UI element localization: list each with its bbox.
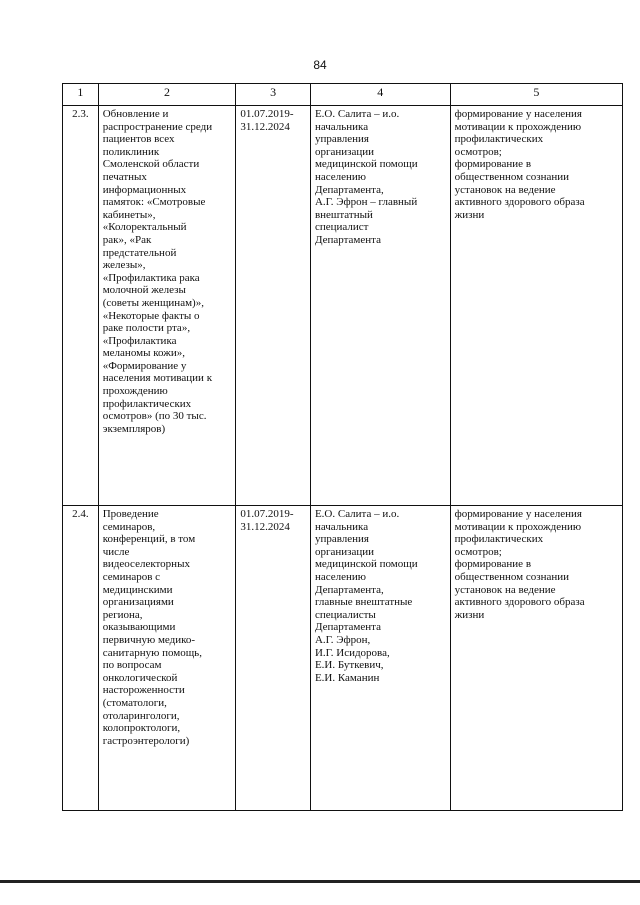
cell-text-line: организациями	[102, 596, 174, 609]
cell-text-line: экземпляров)	[102, 422, 166, 435]
activities-table	[62, 83, 623, 811]
cell-text-line: «Профилактика рака	[102, 271, 200, 284]
cell-text-line: оказывающими	[102, 621, 176, 634]
cell-text-line: настороженности	[102, 684, 185, 697]
cell-text-line: 31.12.2024	[240, 120, 290, 133]
cell-text-line: медицинскими	[102, 583, 173, 596]
cell-text-line: отоларингологи,	[102, 709, 180, 722]
cell-text-line: формирование в	[454, 558, 532, 571]
cell-text-line: поликлиник	[102, 145, 160, 158]
cell-text-line: населению	[314, 570, 366, 583]
activity-cell	[98, 506, 236, 811]
cell-text-line: конференций, в том	[102, 533, 196, 546]
cell-text-line: А.Г. Эфрон – главный	[314, 196, 418, 209]
cell-text-line: Обновление и	[102, 108, 169, 120]
cell-text-line: профилактических	[454, 533, 544, 546]
cell-text-line: пациентов всех	[102, 133, 175, 146]
cell-text-line: специалист	[314, 221, 369, 234]
cell-text-line: видеоселекторных	[102, 558, 190, 571]
cell-text-line: «Профилактика	[102, 334, 177, 347]
cell-text-line: общественном сознании	[454, 570, 570, 583]
cell-text-line: распространение среди	[102, 120, 213, 133]
cell-text-line: Департамента	[314, 233, 381, 246]
cell-text-line: колопроктологи,	[102, 722, 181, 735]
column-header-3: 3	[236, 84, 311, 106]
cell-text-line: гастроэнтерологи)	[102, 734, 190, 747]
cell-text-line: установок на ведение	[454, 183, 556, 196]
cell-text-line: Смоленской области	[102, 158, 200, 171]
cell-text-line: населения мотивации к	[102, 372, 213, 385]
table-row	[63, 506, 623, 811]
cell-text-line: жизни	[454, 208, 485, 221]
cell-text-line: памяток: «Смотровые	[102, 196, 206, 209]
cell-text-line: общественном сознании	[454, 170, 570, 183]
cell-text-line: «Некоторые факты о	[102, 309, 200, 322]
cell-text-line: рак», «Рак	[102, 233, 152, 246]
cell-text-line: внештатный	[314, 208, 373, 221]
cell-text-line: Проведение	[102, 508, 159, 520]
cell-text-line: семинаров с	[102, 570, 161, 583]
cell-text-line: формирование у населения	[454, 108, 582, 120]
column-header-2: 2	[98, 84, 236, 106]
result-cell	[450, 506, 622, 811]
result-cell	[450, 106, 622, 506]
period-cell	[236, 506, 311, 811]
cell-text-line: формирование у населения	[454, 508, 582, 520]
cell-text-line: 31.12.2024	[240, 520, 290, 533]
cell-text-line: первичную медико-	[102, 633, 196, 646]
cell-text-line: прохождению	[102, 385, 168, 398]
cell-text-line: специалисты	[314, 608, 376, 621]
cell-text-line: главные внештатные	[314, 596, 413, 609]
cell-text-line: Е.О. Салита – и.о.	[314, 508, 400, 520]
cell-text-line: молочной железы	[102, 284, 186, 297]
cell-text-line: населению	[314, 170, 366, 183]
table-header-row	[63, 84, 623, 106]
cell-text-line: И.Г. Исидорова,	[314, 646, 390, 659]
cell-text-line: профилактических	[454, 133, 544, 146]
cell-text-line: жизни	[454, 608, 485, 621]
cell-text-line: установок на ведение	[454, 583, 556, 596]
cell-text-line: региона,	[102, 608, 143, 621]
column-header-4: 4	[310, 84, 450, 106]
cell-text-line: осмотров;	[454, 545, 502, 558]
cell-text-line: осмотров» (по 30 тыс.	[102, 410, 207, 423]
cell-text-line: мотивации к прохождению	[454, 520, 582, 533]
cell-text-line: предстательной	[102, 246, 177, 259]
column-header-1: 1	[63, 84, 99, 106]
cell-text-line: управления	[314, 133, 369, 146]
cell-text-line: железы»,	[102, 259, 146, 272]
cell-text-line: Е.О. Салита – и.о.	[314, 108, 400, 120]
cell-text-line: активного здорового образа	[454, 196, 585, 209]
activity-cell	[98, 106, 236, 506]
responsible-cell	[310, 106, 450, 506]
cell-text-line: семинаров,	[102, 520, 156, 533]
cell-text-line: «Колоректальный	[102, 221, 187, 234]
cell-text-line: (советы женщинам)»,	[102, 296, 204, 309]
cell-text-line: начальника	[314, 120, 369, 133]
cell-text-line: «Формирование у	[102, 359, 187, 372]
cell-text-line: санитарную помощь,	[102, 646, 202, 659]
cell-text-line: Департамента	[314, 621, 381, 634]
table-row	[63, 106, 623, 506]
cell-text-line: Департамента,	[314, 583, 384, 596]
cell-text-line: организации	[314, 545, 374, 558]
cell-text-line: начальника	[314, 520, 369, 533]
cell-text-line: мотивации к прохождению	[454, 120, 582, 133]
cell-text-line: по вопросам	[102, 659, 162, 672]
cell-text-line: раке полости рта»,	[102, 322, 191, 335]
cell-text-line: онкологической	[102, 671, 178, 684]
cell-text-line: Е.И. Буткевич,	[314, 659, 384, 672]
cell-text-line: печатных	[102, 170, 147, 183]
cell-text-line: Е.И. Каманин	[314, 671, 380, 684]
period-cell	[236, 106, 311, 506]
cell-text-line: медицинской помощи	[314, 558, 418, 571]
cell-text-line: Департамента,	[314, 183, 384, 196]
cell-text-line: кабинеты»,	[102, 208, 156, 221]
cell-text-line: формирование в	[454, 158, 532, 171]
row-number: 2.3.	[63, 106, 99, 506]
cell-text-line: числе	[102, 545, 130, 558]
cell-text-line: А.Г. Эфрон,	[314, 633, 371, 646]
page-number: 84	[313, 58, 327, 72]
responsible-cell	[310, 506, 450, 811]
cell-text-line: медицинской помощи	[314, 158, 418, 171]
cell-text-line: организации	[314, 145, 374, 158]
cell-text-line: профилактических	[102, 397, 192, 410]
row-number: 2.4.	[63, 506, 99, 811]
cell-text-line: осмотров;	[454, 145, 502, 158]
cell-text-line: информационных	[102, 183, 187, 196]
cell-text-line: управления	[314, 533, 369, 546]
cell-text-line: (стоматологи,	[102, 696, 167, 709]
cell-text-line: активного здорового образа	[454, 596, 585, 609]
cell-text-line: 01.07.2019-	[240, 108, 294, 120]
cell-text-line: меланомы кожи»,	[102, 347, 185, 360]
cell-text-line: 01.07.2019-	[240, 508, 294, 520]
column-header-5: 5	[450, 84, 622, 106]
bottom-rule	[0, 880, 640, 883]
